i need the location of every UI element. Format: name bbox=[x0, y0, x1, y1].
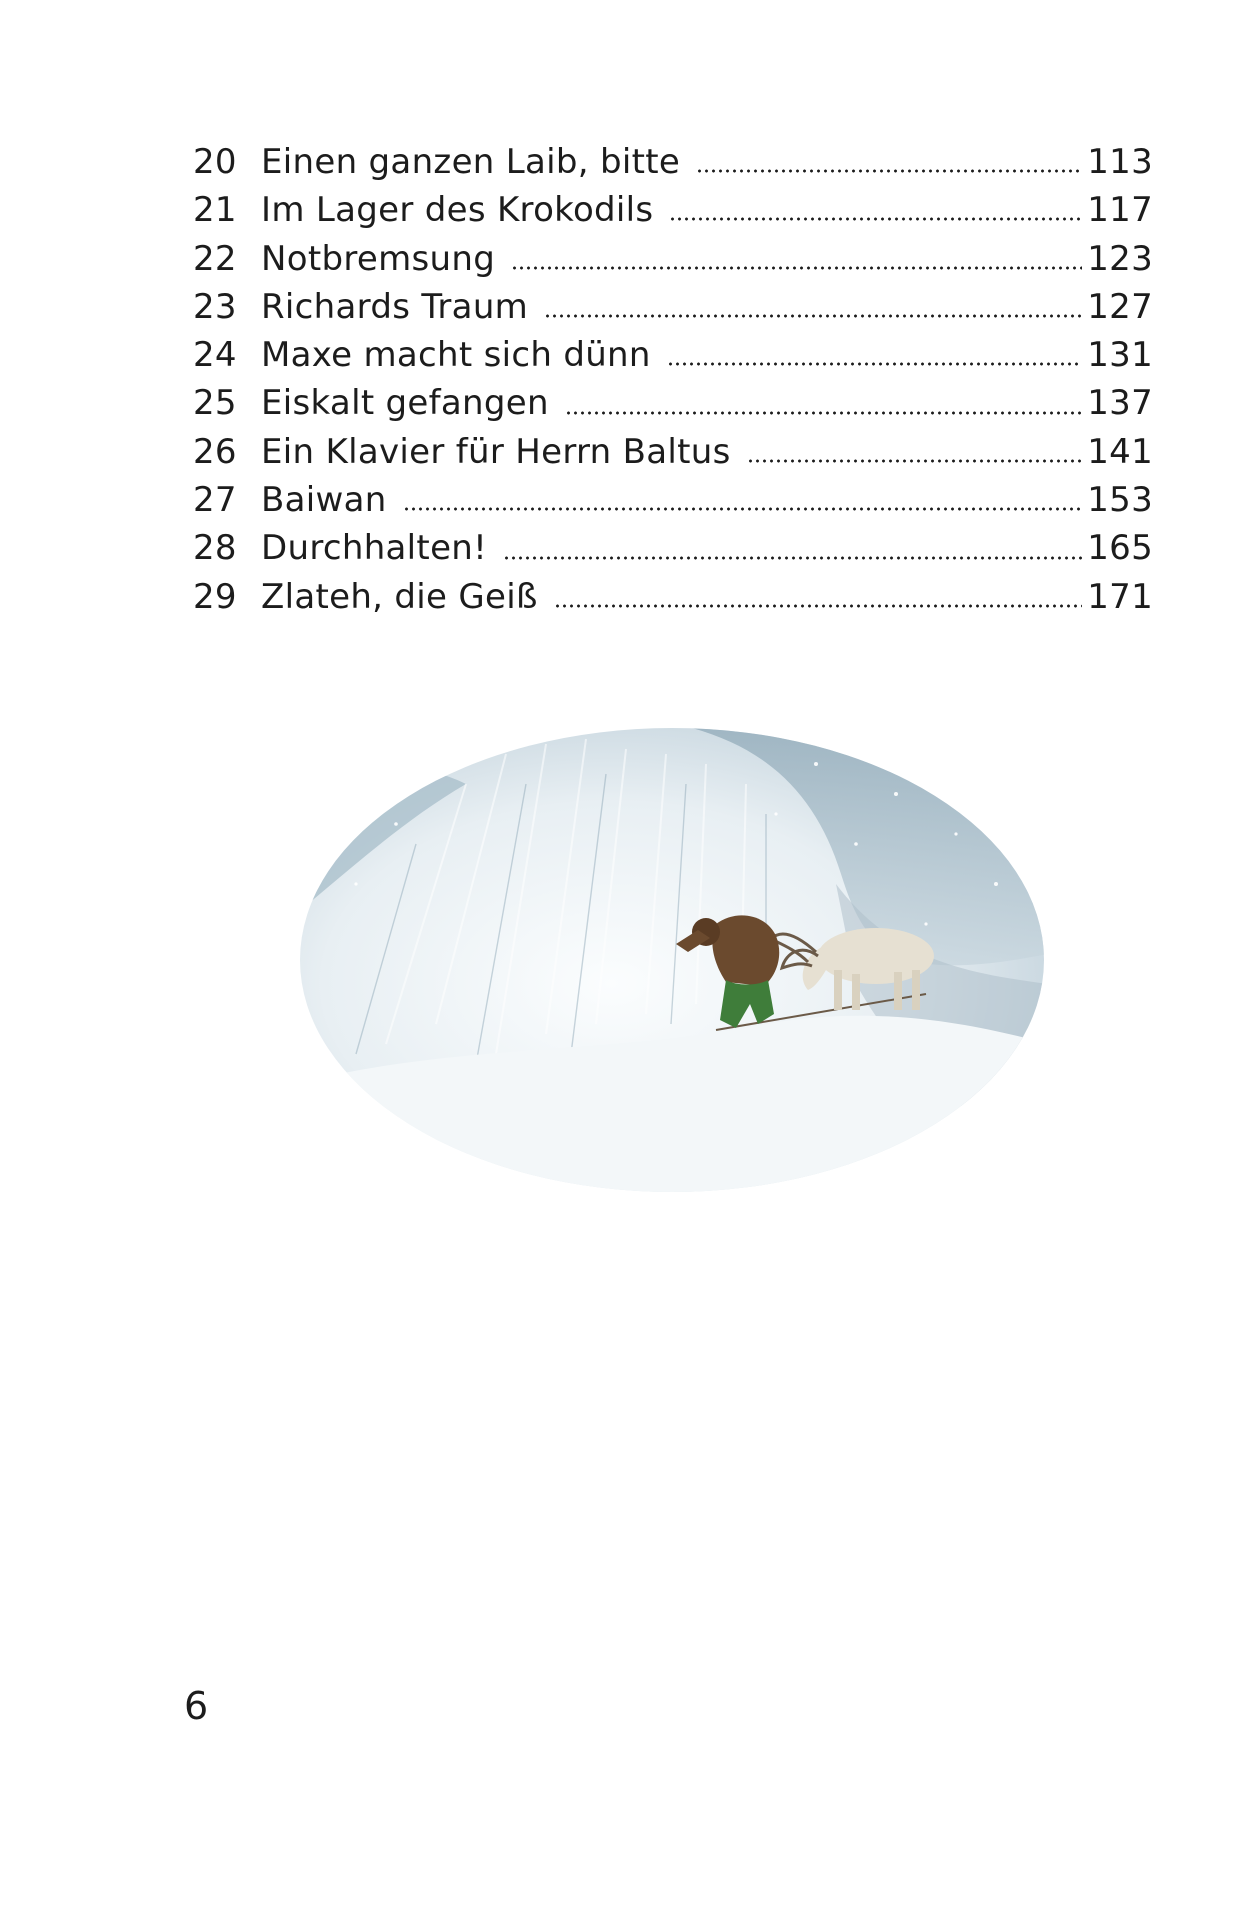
toc-entry[interactable] bbox=[193, 428, 1153, 476]
snowstorm-illustration bbox=[296, 724, 1048, 1196]
toc-entry-page: 127 bbox=[1087, 286, 1153, 327]
toc-entry[interactable] bbox=[193, 379, 1153, 427]
dot-leader bbox=[667, 361, 1082, 367]
toc-entry-number: 21 bbox=[193, 190, 237, 231]
toc-entry-title: Maxe macht sich dünn bbox=[261, 335, 651, 376]
dot-leader bbox=[403, 506, 1083, 512]
toc-entry-title: Richards Traum bbox=[261, 286, 529, 327]
toc-entry-number: 20 bbox=[193, 142, 237, 182]
toc-entry[interactable] bbox=[193, 476, 1153, 524]
toc-entry[interactable] bbox=[193, 283, 1153, 331]
dot-leader bbox=[544, 313, 1082, 319]
dot-leader bbox=[503, 555, 1082, 561]
toc-entry-page: 131 bbox=[1087, 335, 1153, 376]
page-number: 6 bbox=[184, 1684, 209, 1728]
dot-leader bbox=[669, 216, 1082, 222]
toc-entry-page: 165 bbox=[1087, 528, 1153, 569]
toc-entry-title: Eiskalt gefangen bbox=[261, 383, 549, 424]
toc-entry-title: Ein Klavier für Herrn Baltus bbox=[261, 431, 731, 472]
toc-entry-title: Zlateh, die Geiß bbox=[261, 576, 538, 617]
toc-entry-title: Baiwan bbox=[261, 480, 387, 521]
toc-entry-title: Durchhalten! bbox=[261, 528, 488, 569]
toc-entry-page: 123 bbox=[1087, 238, 1153, 279]
dot-leader bbox=[511, 265, 1082, 271]
toc-entry-page: 117 bbox=[1087, 190, 1153, 231]
toc-entry-number: 28 bbox=[193, 528, 237, 569]
toc-entry-number: 22 bbox=[193, 238, 237, 279]
dot-leader bbox=[554, 603, 1083, 609]
toc-entry-title: Notbremsung bbox=[261, 238, 496, 279]
toc-entry[interactable] bbox=[193, 524, 1153, 572]
dot-leader bbox=[565, 410, 1082, 416]
toc-entry[interactable] bbox=[193, 235, 1153, 283]
table-of-contents bbox=[193, 138, 1153, 621]
toc-entry-page: 141 bbox=[1087, 431, 1153, 472]
toc-entry[interactable] bbox=[193, 331, 1153, 379]
toc-entry-number: 25 bbox=[193, 383, 237, 424]
toc-entry-number: 26 bbox=[193, 431, 237, 472]
toc-entry-page: 153 bbox=[1087, 480, 1153, 521]
toc-entry-page: 113 bbox=[1087, 142, 1153, 182]
toc-entry[interactable] bbox=[193, 138, 1153, 186]
toc-entry-title: Einen ganzen Laib, bitte bbox=[261, 142, 681, 182]
toc-entry-number: 29 bbox=[193, 576, 237, 617]
toc-entry[interactable] bbox=[193, 573, 1153, 621]
toc-entry-number: 23 bbox=[193, 286, 237, 327]
dot-leader bbox=[747, 458, 1083, 464]
toc-entry[interactable] bbox=[193, 186, 1153, 234]
toc-entry-title: Im Lager des Krokodils bbox=[261, 190, 654, 231]
dot-leader bbox=[696, 168, 1082, 174]
toc-entry-page: 171 bbox=[1087, 576, 1153, 617]
toc-entry-page: 137 bbox=[1087, 383, 1153, 424]
toc-entry-number: 27 bbox=[193, 480, 237, 521]
toc-entry-number: 24 bbox=[193, 335, 237, 376]
